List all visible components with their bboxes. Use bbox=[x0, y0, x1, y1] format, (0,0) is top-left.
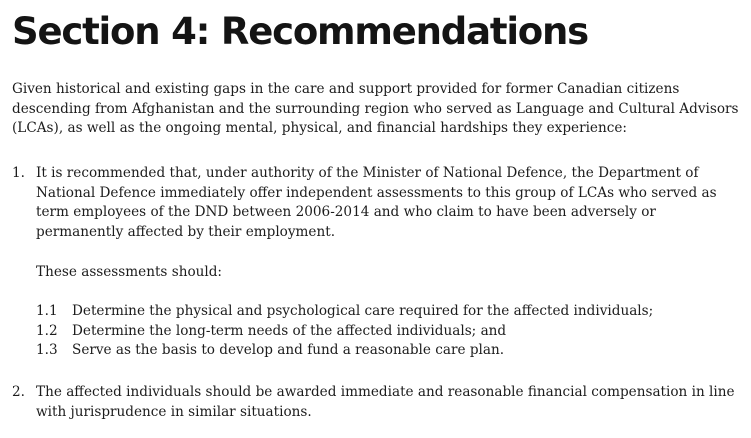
subitem-number: 1.2 bbox=[36, 322, 58, 339]
recommendation-number: 2. bbox=[12, 384, 25, 400]
subitem-number: 1.1 bbox=[36, 303, 58, 319]
subitem-1-2 bbox=[36, 322, 736, 342]
intro-paragraph: Given historical and existing gaps in the care and support provided for former Canadian citizens descending from Afghanistan and the surrounding region who served as Language and Cultural Advisors (LCAs), as well as the ongoing mental, physical, and financial hardships they experience: bbox=[12, 81, 739, 136]
recommendation-number: 1. bbox=[12, 165, 25, 181]
assessment-subitems bbox=[36, 302, 736, 361]
subitem-text: Determine the physical and psychological care required for the affected individuals; bbox=[72, 303, 654, 319]
recommendation-text: The affected individuals should be awarded immediate and reasonable financial compensation in line with jurisprudence in similar situations. bbox=[36, 384, 735, 420]
section-title: Section 4: Recommendations bbox=[12, 10, 588, 53]
recommendation-text: It is recommended that, under authority of the Minister of National Defence, the Department of National Defence immediately offer independent assessments to this group of LCAs who served as term employees of the DND between 2006-2014 and who claim to have been adversely or permanently affected by their employment. bbox=[36, 165, 717, 240]
assessments-lead-in: These assessments should: bbox=[36, 264, 223, 280]
subitem-number: 1.3 bbox=[36, 342, 58, 358]
subitem-1-3 bbox=[36, 341, 736, 361]
subitem-1-1 bbox=[36, 302, 736, 322]
subitem-text: Determine the long-term needs of the affected individuals; and bbox=[72, 322, 507, 339]
subitem-text: Serve as the basis to develop and fund a reasonable care plan. bbox=[72, 342, 505, 358]
